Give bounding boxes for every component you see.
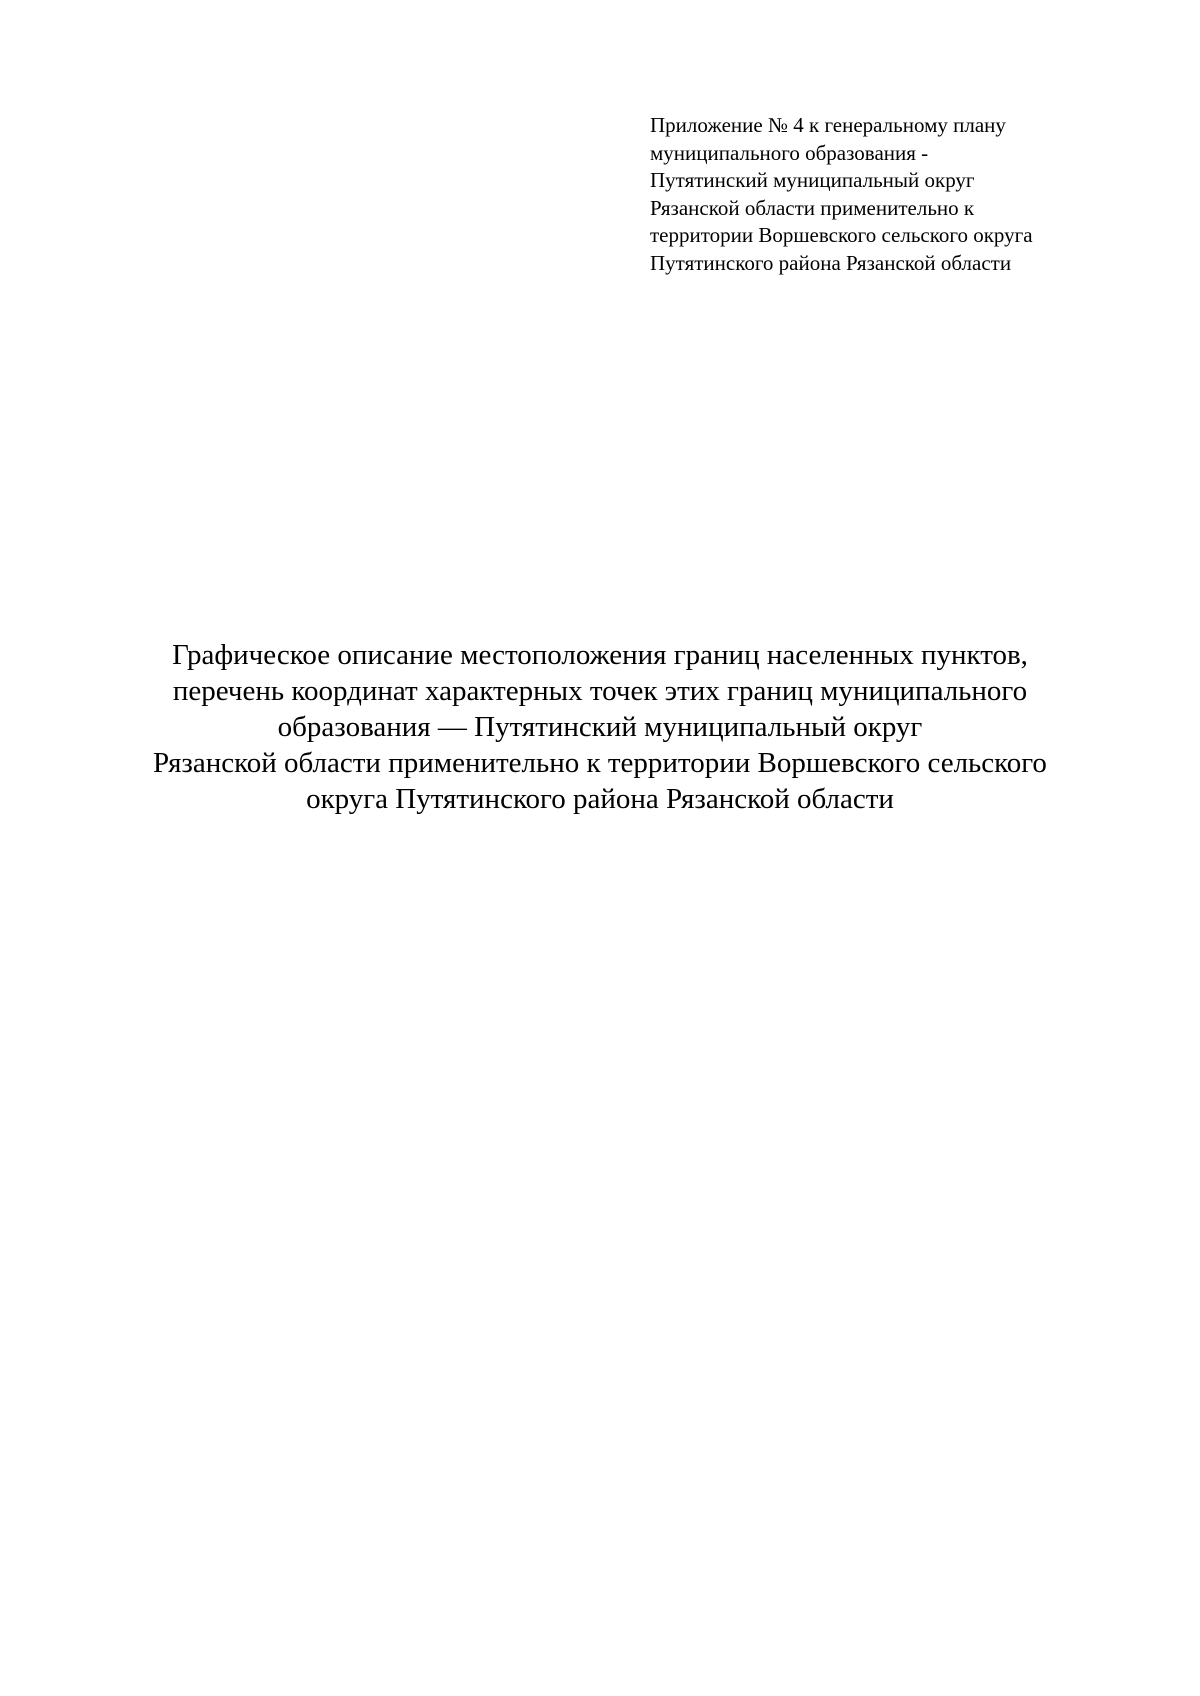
document-title-line: перечень координат характерных точек этих границ муниципального [172,675,1028,707]
document-title-line: округа Путятинского района Рязанской области [306,783,894,815]
appendix-note [650,112,1170,277]
appendix-note-line: территории Воршевского сельского округа [650,223,1033,247]
document-title-line: Графическое описание местоположения границ населенных пунктов, [172,639,1028,671]
document-title-line: Рязанской области применительно к территории Воршевского сельского [153,747,1047,779]
document-title-line: образования — Путятинский муниципальный округ [277,711,923,743]
appendix-note-line: Путятинский муниципальный округ [650,168,975,192]
appendix-note-line: Рязанской области применительно к [650,195,975,220]
appendix-note-line: Путятинского района Рязанской области [650,250,1012,275]
appendix-note-line: Приложение № 4 к генеральному плану [650,113,1006,137]
appendix-note-line: муниципального образования - [650,140,929,165]
document-title [100,637,1100,817]
